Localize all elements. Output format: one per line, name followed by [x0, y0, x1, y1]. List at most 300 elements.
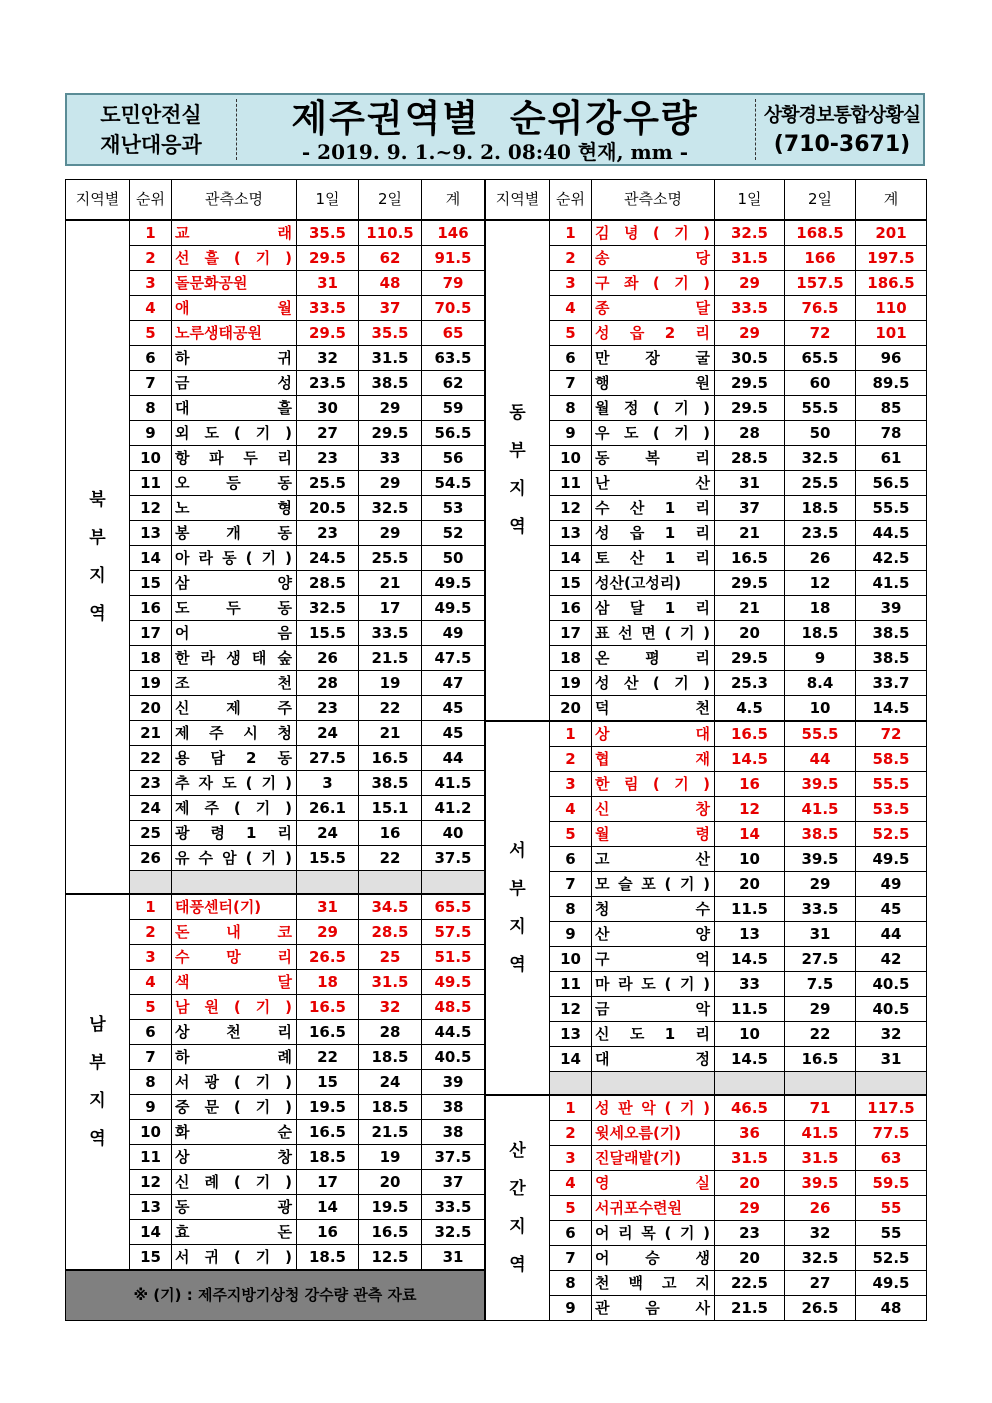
station-name-cell: 수 산 1 리	[592, 495, 715, 520]
day2-cell: 21	[359, 720, 422, 745]
total-cell: 52	[422, 520, 485, 545]
station-name-cell: 중 문 ( 기 )	[172, 1095, 297, 1120]
total-cell: 42.5	[856, 545, 927, 570]
station-name-cell: 상 창	[172, 1145, 297, 1170]
total-cell: 45	[422, 720, 485, 745]
region-char: 부	[89, 527, 106, 548]
rank-cell: 6	[550, 345, 592, 370]
region-char: 역	[509, 1255, 526, 1275]
station-name-cell: 성 읍 1 리	[592, 520, 715, 545]
rank-cell: 1	[550, 1095, 592, 1121]
rank-cell: 10	[130, 445, 172, 470]
day1-cell: 23.5	[297, 370, 359, 395]
day1-cell: 10	[715, 1021, 785, 1046]
total-cell: 57.5	[422, 920, 485, 945]
total-cell: 14.5	[856, 695, 927, 721]
total-cell: 44.5	[422, 1020, 485, 1045]
day1-cell: 29	[715, 320, 785, 345]
department-line1: 도민안전실	[100, 102, 202, 127]
total-cell: 56	[422, 445, 485, 470]
day1-cell: 32.5	[715, 220, 785, 246]
day2-cell: 17	[359, 595, 422, 620]
day2-cell: 41.5	[785, 1121, 856, 1146]
rank-cell: 10	[550, 946, 592, 971]
station-name-cell: 신 제 주	[172, 695, 297, 720]
rank-cell: 4	[550, 796, 592, 821]
station-name-cell: 어 음	[172, 620, 297, 645]
rank-cell: 13	[550, 520, 592, 545]
total-cell: 55	[856, 1221, 927, 1246]
rank-cell: 26	[130, 845, 172, 870]
total-cell: 110	[856, 295, 927, 320]
day1-cell: 11.5	[715, 996, 785, 1021]
table-row	[486, 570, 927, 595]
total-cell: 37.5	[422, 845, 485, 870]
west-region-label	[486, 721, 550, 1096]
region-char: 역	[509, 517, 526, 537]
day2-cell: 28.5	[359, 920, 422, 945]
station-name-cell: 난 산	[592, 470, 715, 495]
rank-cell: 7	[550, 1246, 592, 1271]
rank-cell: 3	[550, 771, 592, 796]
day1-cell: 29.5	[297, 320, 359, 345]
day1-cell: 21	[715, 520, 785, 545]
day1-cell: 14.5	[715, 1046, 785, 1071]
table-row	[486, 1171, 927, 1196]
region-char: 북	[89, 489, 106, 510]
day2-cell: 71	[785, 1095, 856, 1121]
total-cell: 49.5	[422, 595, 485, 620]
day2-cell: 76.5	[785, 295, 856, 320]
day2-cell: 22	[359, 695, 422, 720]
rank-cell: 2	[130, 245, 172, 270]
rank-cell: 18	[130, 645, 172, 670]
total-cell: 51.5	[422, 945, 485, 970]
total-cell: 70.5	[422, 295, 485, 320]
station-name-cell: 서귀포수련원	[592, 1196, 715, 1221]
total-cell: 37	[422, 1170, 485, 1195]
rank-cell: 13	[550, 1021, 592, 1046]
day1-cell: 20	[715, 620, 785, 645]
mountain-region-label	[486, 1095, 550, 1321]
station-name-cell: 고 산	[592, 846, 715, 871]
day2-cell: 34.5	[359, 894, 422, 920]
day2-cell: 22	[785, 1021, 856, 1046]
station-name-cell: 화 순	[172, 1120, 297, 1145]
contact-block	[757, 95, 927, 164]
station-name-cell: 동 복 리	[592, 445, 715, 470]
day2-cell: 166	[785, 245, 856, 270]
day1-cell: 31.5	[715, 245, 785, 270]
day1-cell: 16	[297, 1220, 359, 1245]
right-rainfall-table	[485, 179, 927, 1321]
total-cell: 55.5	[856, 771, 927, 796]
station-name-cell: 김 녕 ( 기 )	[592, 220, 715, 246]
day1-cell: 16.5	[715, 721, 785, 747]
table-row	[486, 921, 927, 946]
day2-cell: 18.5	[359, 1045, 422, 1070]
day2-cell: 48	[359, 270, 422, 295]
station-name-cell: 관 음 사	[592, 1296, 715, 1321]
col-day1: 1일	[297, 180, 359, 220]
rank-cell: 13	[130, 520, 172, 545]
rank-cell: 6	[550, 846, 592, 871]
day2-cell: 72	[785, 320, 856, 345]
footnote-row	[66, 1270, 485, 1320]
station-name-cell: 추 자 도 ( 기 )	[172, 770, 297, 795]
day2-cell: 19	[359, 670, 422, 695]
station-name-cell: 만 장 굴	[592, 345, 715, 370]
rank-cell: 16	[550, 595, 592, 620]
station-name-cell: 어 리 목 ( 기 )	[592, 1221, 715, 1246]
total-cell: 40.5	[856, 971, 927, 996]
day2-cell: 33.5	[359, 620, 422, 645]
rank-cell: 23	[130, 770, 172, 795]
day2-cell: 39.5	[785, 846, 856, 871]
day1-cell: 29.5	[715, 570, 785, 595]
day1-cell: 28	[297, 670, 359, 695]
day2-cell: 168.5	[785, 220, 856, 246]
total-cell: 33.7	[856, 670, 927, 695]
col-day2: 2일	[785, 180, 856, 220]
total-cell: 48	[856, 1296, 927, 1321]
total-cell: 44.5	[856, 520, 927, 545]
day1-cell: 29	[715, 1196, 785, 1221]
station-name-cell: 하 례	[172, 1045, 297, 1070]
day1-cell: 14.5	[715, 746, 785, 771]
rank-cell: 12	[130, 1170, 172, 1195]
day1-cell: 17	[297, 1170, 359, 1195]
day2-cell: 16	[359, 820, 422, 845]
day1-cell: 28.5	[297, 570, 359, 595]
rank-cell: 24	[130, 795, 172, 820]
table-row	[486, 595, 927, 620]
station-name-cell: 행 원	[592, 370, 715, 395]
total-cell: 61	[856, 445, 927, 470]
day1-cell: 14	[715, 821, 785, 846]
report-header	[65, 93, 925, 166]
rank-cell: 20	[130, 695, 172, 720]
rank-cell: 2	[550, 746, 592, 771]
total-cell: 54.5	[422, 470, 485, 495]
total-cell: 42	[856, 946, 927, 971]
station-name-cell: 용 담 2 동	[172, 745, 297, 770]
total-cell: 39	[856, 595, 927, 620]
station-name-cell: 우 도 ( 기 )	[592, 420, 715, 445]
station-name-cell: 제 주 ( 기 )	[172, 795, 297, 820]
day2-cell: 33.5	[785, 896, 856, 921]
rank-cell: 5	[550, 1196, 592, 1221]
day1-cell: 37	[715, 495, 785, 520]
day2-cell: 15.1	[359, 795, 422, 820]
table-row	[486, 1271, 927, 1296]
day1-cell: 25.5	[297, 470, 359, 495]
day1-cell: 18.5	[297, 1245, 359, 1271]
rank-cell: 12	[130, 495, 172, 520]
total-cell: 59	[422, 395, 485, 420]
total-cell: 39	[422, 1070, 485, 1095]
station-name-cell: 성산(고성리)	[592, 570, 715, 595]
total-cell: 31	[422, 1245, 485, 1271]
table-row	[486, 1121, 927, 1146]
table-row	[486, 1021, 927, 1046]
total-cell: 186.5	[856, 270, 927, 295]
station-name-cell: 하 귀	[172, 345, 297, 370]
day1-cell: 20	[715, 1246, 785, 1271]
day2-cell: 8.4	[785, 670, 856, 695]
total-cell: 55	[856, 1196, 927, 1221]
total-cell: 62	[422, 370, 485, 395]
table-row	[486, 470, 927, 495]
day2-cell: 55.5	[785, 395, 856, 420]
station-name-cell: 월 령	[592, 821, 715, 846]
day1-cell: 18	[297, 970, 359, 995]
total-cell: 65	[422, 320, 485, 345]
page-title: 제주권역별 순위강우량	[291, 96, 699, 140]
station-name-cell: 도 두 동	[172, 595, 297, 620]
rank-cell: 6	[130, 345, 172, 370]
station-name-cell: 서 귀 ( 기 )	[172, 1245, 297, 1271]
table-row	[486, 420, 927, 445]
total-cell: 49.5	[422, 970, 485, 995]
station-name-cell: 덕 천	[592, 695, 715, 721]
rank-cell: 7	[130, 370, 172, 395]
rank-cell: 5	[550, 320, 592, 345]
total-cell: 65.5	[422, 894, 485, 920]
rank-cell: 2	[550, 1121, 592, 1146]
day2-cell: 31.5	[359, 970, 422, 995]
day2-cell: 21.5	[359, 645, 422, 670]
station-name-cell: 서 광 ( 기 )	[172, 1070, 297, 1095]
day1-cell: 26.5	[297, 945, 359, 970]
day2-cell: 26	[785, 1196, 856, 1221]
region-char: 산	[509, 1141, 526, 1161]
total-cell: 37.5	[422, 1145, 485, 1170]
day2-cell: 37	[359, 295, 422, 320]
station-name-cell: 신 례 ( 기 )	[172, 1170, 297, 1195]
table-row	[486, 245, 927, 270]
empty-cell	[172, 870, 297, 894]
day1-cell: 16	[715, 771, 785, 796]
col-station: 관측소명	[172, 180, 297, 220]
total-cell: 44	[856, 921, 927, 946]
day1-cell: 31	[297, 894, 359, 920]
rank-cell: 9	[550, 921, 592, 946]
day2-cell: 27	[785, 1271, 856, 1296]
day1-cell: 29.5	[715, 395, 785, 420]
station-name-cell: 동 광	[172, 1195, 297, 1220]
station-name-cell: 성 산 ( 기 )	[592, 670, 715, 695]
region-char: 지	[89, 565, 106, 586]
day1-cell: 20	[715, 1171, 785, 1196]
station-name-cell: 청 수	[592, 896, 715, 921]
rank-cell: 1	[550, 220, 592, 246]
empty-cell	[856, 1071, 927, 1095]
table-row	[66, 894, 485, 920]
day1-cell: 23	[715, 1221, 785, 1246]
table-row	[486, 220, 927, 246]
table-row	[486, 721, 927, 747]
total-cell: 45	[422, 695, 485, 720]
day1-cell: 12	[715, 796, 785, 821]
total-cell: 91.5	[422, 245, 485, 270]
rank-cell: 11	[550, 971, 592, 996]
day2-cell: 23.5	[785, 520, 856, 545]
rank-cell: 4	[130, 295, 172, 320]
table-row	[486, 871, 927, 896]
day1-cell: 23	[297, 695, 359, 720]
station-name-cell: 교 래	[172, 220, 297, 246]
south-region-label	[66, 894, 130, 1270]
day1-cell: 31.5	[715, 1146, 785, 1171]
day2-cell: 33	[359, 445, 422, 470]
day1-cell: 25.3	[715, 670, 785, 695]
day2-cell: 21	[359, 570, 422, 595]
day1-cell: 16.5	[297, 995, 359, 1020]
total-cell: 146	[422, 220, 485, 246]
total-cell: 52.5	[856, 821, 927, 846]
rank-cell: 10	[130, 1120, 172, 1145]
day1-cell: 22.5	[715, 1271, 785, 1296]
station-name-cell: 진달래밭(기)	[592, 1146, 715, 1171]
region-char: 부	[509, 878, 526, 899]
day1-cell: 29.5	[715, 645, 785, 670]
region-char: 부	[89, 1053, 106, 1073]
day2-cell: 35.5	[359, 320, 422, 345]
total-cell: 33.5	[422, 1195, 485, 1220]
total-cell: 201	[856, 220, 927, 246]
table-row	[486, 545, 927, 570]
rank-cell: 8	[130, 1070, 172, 1095]
rank-cell: 12	[550, 996, 592, 1021]
day2-cell: 7.5	[785, 971, 856, 996]
day1-cell: 31	[297, 270, 359, 295]
rank-cell: 14	[130, 545, 172, 570]
station-name-cell: 효 돈	[172, 1220, 297, 1245]
day1-cell: 20.5	[297, 495, 359, 520]
table-row	[486, 620, 927, 645]
station-name-cell: 남 원 ( 기 )	[172, 995, 297, 1020]
rank-cell: 11	[550, 470, 592, 495]
region-char: 역	[509, 954, 526, 975]
day2-cell: 26.5	[785, 1296, 856, 1321]
day2-cell: 19	[359, 1145, 422, 1170]
day2-cell: 21.5	[359, 1120, 422, 1145]
table-row	[486, 1046, 927, 1071]
day2-cell: 22	[359, 845, 422, 870]
rank-cell: 19	[550, 670, 592, 695]
rank-cell: 1	[130, 894, 172, 920]
station-name-cell: 금 악	[592, 996, 715, 1021]
station-name-cell: 애 월	[172, 295, 297, 320]
day1-cell: 30	[297, 395, 359, 420]
day1-cell: 26.1	[297, 795, 359, 820]
day1-cell: 35.5	[297, 220, 359, 246]
total-cell: 63.5	[422, 345, 485, 370]
rank-cell: 4	[550, 295, 592, 320]
table-row	[486, 495, 927, 520]
day1-cell: 31	[715, 470, 785, 495]
day2-cell: 12.5	[359, 1245, 422, 1271]
table-row	[486, 270, 927, 295]
col-total: 계	[422, 180, 485, 220]
station-name-cell: 아 라 동 ( 기 )	[172, 545, 297, 570]
col-day1: 1일	[715, 180, 785, 220]
day1-cell: 33.5	[297, 295, 359, 320]
day2-cell: 18.5	[785, 495, 856, 520]
rank-cell: 18	[550, 645, 592, 670]
table-row	[486, 320, 927, 345]
total-cell: 77.5	[856, 1121, 927, 1146]
day1-cell: 19.5	[297, 1095, 359, 1120]
region-char: 역	[89, 603, 106, 624]
day2-cell: 32.5	[359, 495, 422, 520]
day2-cell: 18.5	[359, 1095, 422, 1120]
rank-cell: 4	[550, 1171, 592, 1196]
rank-cell: 14	[550, 545, 592, 570]
day1-cell: 20	[715, 871, 785, 896]
total-cell: 49	[856, 871, 927, 896]
table-row	[486, 370, 927, 395]
total-cell: 72	[856, 721, 927, 747]
empty-row	[486, 1071, 927, 1095]
rank-cell: 3	[130, 945, 172, 970]
rank-cell: 8	[550, 1271, 592, 1296]
station-name-cell: 구 좌 ( 기 )	[592, 270, 715, 295]
total-cell: 32.5	[422, 1220, 485, 1245]
day2-cell: 16.5	[785, 1046, 856, 1071]
station-name-cell: 종 달	[592, 295, 715, 320]
col-rank: 순위	[550, 180, 592, 220]
table-row	[486, 345, 927, 370]
header-divider	[755, 99, 756, 160]
rank-cell: 20	[550, 695, 592, 721]
total-cell: 63	[856, 1146, 927, 1171]
empty-cell	[592, 1071, 715, 1095]
date-range-subtitle: - 2019. 9. 1.~9. 2. 08:40 현재, mm -	[301, 139, 689, 164]
empty-cell	[715, 1071, 785, 1095]
station-name-cell: 오 등 동	[172, 470, 297, 495]
rank-cell: 9	[130, 420, 172, 445]
day2-cell: 31.5	[359, 345, 422, 370]
total-cell: 53.5	[856, 796, 927, 821]
total-cell: 85	[856, 395, 927, 420]
total-cell: 96	[856, 345, 927, 370]
total-cell: 49.5	[856, 846, 927, 871]
station-name-cell: 윗세오름(기)	[592, 1121, 715, 1146]
empty-cell	[297, 870, 359, 894]
day2-cell: 31.5	[785, 1146, 856, 1171]
day2-cell: 32.5	[785, 1246, 856, 1271]
station-name-cell: 표 선 면 ( 기 )	[592, 620, 715, 645]
total-cell: 56.5	[422, 420, 485, 445]
day2-cell: 38.5	[785, 821, 856, 846]
day1-cell: 26	[297, 645, 359, 670]
day1-cell: 32.5	[297, 595, 359, 620]
station-name-cell: 제 주 시 청	[172, 720, 297, 745]
day2-cell: 29	[359, 470, 422, 495]
region-char: 지	[89, 1091, 106, 1111]
total-cell: 117.5	[856, 1095, 927, 1121]
day2-cell: 29	[785, 871, 856, 896]
rank-cell: 15	[550, 570, 592, 595]
day1-cell: 36	[715, 1121, 785, 1146]
table-row	[486, 520, 927, 545]
rank-cell: 7	[130, 1045, 172, 1070]
day1-cell: 29	[297, 920, 359, 945]
day1-cell: 11.5	[715, 896, 785, 921]
office-name: 상황경보통합상황실	[763, 103, 921, 126]
